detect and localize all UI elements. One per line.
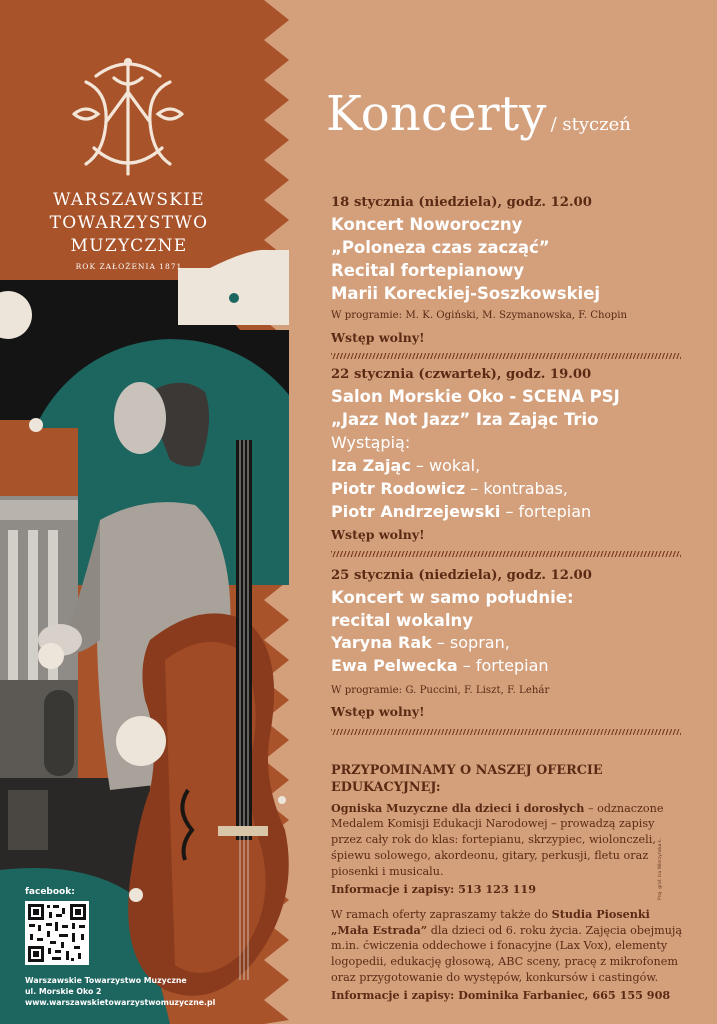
performer-role: – fortepian [500, 502, 592, 521]
event-1-title-1: Koncert Noworoczny [331, 215, 523, 234]
event-2-date: 22 stycznia (czwartek), godz. 19.00 [331, 367, 592, 382]
footer-org-name: Warszawskie Towarzystwo Muzyczne [25, 976, 187, 985]
org-name-line1: WARSZAWSKIE [53, 190, 205, 210]
education-p1-line-4: śpiewu solowego, akordeonu, gitary, perkusji, fletu oraz [331, 849, 649, 862]
event-1-date: 18 stycznia (niedziela), godz. 12.00 [331, 195, 592, 210]
page-title [326, 86, 631, 142]
design-credit: Proj. graf. Iza Wierzyńska-Ł. [658, 837, 663, 900]
text: dla dzieci od 6. roku życia. Zajęcia obejmują [427, 924, 683, 937]
studio-name-2: „Mała Estrada” [331, 923, 428, 937]
wtm-emblem-logo [66, 52, 190, 182]
performer-role: – fortepian [457, 656, 549, 675]
contact-text: Informacje i zapisy: Dominika Farbaniec, 665 155 908 [331, 988, 671, 1002]
studio-name: Studia Piosenki [551, 907, 650, 921]
separator [331, 729, 681, 735]
performer-role: – kontrabas, [465, 479, 568, 498]
footer-address: ul. Morskie Oko 2 [25, 987, 102, 996]
event-2-title-2: „Jazz Not Jazz” Iza Zając Trio [331, 410, 599, 429]
education-p2-contact [331, 987, 701, 1004]
event-2-performer-3 [331, 501, 701, 524]
performer-name: Iza Zając [331, 456, 411, 475]
separator [331, 551, 681, 557]
education-p2-line-4: logopedii, edukację głosową, ABC sceny, pracę z mikrofonem [331, 955, 678, 968]
education-heading-1: PRZYPOMINAMY O NASZEJ OFERCIE [331, 763, 603, 778]
event-3-date: 25 stycznia (niedziela), godz. 12.00 [331, 568, 592, 583]
event-1-title-2: „Poloneza czas zacząć” [331, 238, 550, 257]
event-1-title-4: Marii Koreckiej-Soszkowskiej [331, 284, 601, 303]
title-month: / styczeń [550, 114, 631, 135]
education-p2-line-2 [331, 922, 701, 939]
education-p1-line-2: Medalem Komisji Edukacji Narodowej – prowadzą zapisy [331, 817, 655, 830]
event-2-title-1: Salon Morskie Oko - SCENA PSJ [331, 387, 620, 406]
performer-name: Yaryna Rak [331, 633, 432, 652]
org-founded: ROK ZAŁOŻENIA 1871 [75, 262, 183, 271]
event-2-performer-2 [331, 478, 701, 501]
event-2-admission: Wstęp wolny! [331, 527, 425, 542]
org-name-line3: MUZYCZNE [70, 236, 188, 256]
facebook-label: facebook: [25, 887, 75, 897]
event-3-performer-2 [331, 655, 701, 678]
title-main: Koncerty [326, 86, 547, 142]
education-p2-line-5: oraz przygotowanie do występów, konkursów i castingów. [331, 971, 659, 984]
ogniska-name: Ogniska Muzyczne dla dzieci i dorosłych [331, 801, 585, 815]
text: W ramach oferty zapraszamy także do [331, 908, 552, 921]
event-1-title-3: Recital fortepianowy [331, 261, 525, 280]
education-p2-line-3: m.in. ćwiczenia oddechowe i fonacyjne (Lax Vox), elementy [331, 939, 668, 952]
event-3-title-1: Koncert w samo południe: [331, 588, 574, 607]
event-1-admission: Wstęp wolny! [331, 330, 425, 345]
performer-role: – sopran, [431, 633, 510, 652]
event-3-program: W programie: G. Puccini, F. Liszt, F. Lehár [331, 685, 550, 696]
performer-name: Piotr Rodowicz [331, 479, 466, 498]
education-heading-2: EDUKACYJNEJ: [331, 780, 441, 795]
footer-website[interactable]: www.warszawskietowarzystwomuzyczne.pl [25, 998, 216, 1007]
facebook-qr-code[interactable] [25, 901, 89, 965]
performer-name: Piotr Andrzejewski [331, 502, 501, 521]
education-p1-contact [331, 881, 701, 898]
performer-name: Ewa Pelwecka [331, 656, 458, 675]
contact-text: Informacje i zapisy: 513 123 119 [331, 882, 536, 896]
event-3-admission: Wstęp wolny! [331, 704, 425, 719]
org-name-line2: TOWARZYSTWO [49, 213, 209, 233]
education-p2-line-1 [331, 906, 701, 923]
education-p1-line-5: piosenki i musicalu. [331, 865, 444, 878]
text: – odznaczone [584, 802, 664, 815]
education-p1-line-3: przez cały rok do klas: fortepianu, skrzypiec, wiolonczeli, [331, 833, 656, 846]
event-2-performer-1 [331, 455, 701, 478]
education-p1-line-1 [331, 800, 701, 817]
event-3-performer-1 [331, 632, 701, 655]
event-1-program: W programie: M. K. Ogiński, M. Szymanowska, F. Chopin [331, 310, 628, 321]
separator [331, 353, 681, 359]
performer-role: – wokal, [410, 456, 481, 475]
event-3-title-2: recital wokalny [331, 611, 474, 630]
event-2-performers-intro: Wystąpią: [331, 433, 411, 452]
